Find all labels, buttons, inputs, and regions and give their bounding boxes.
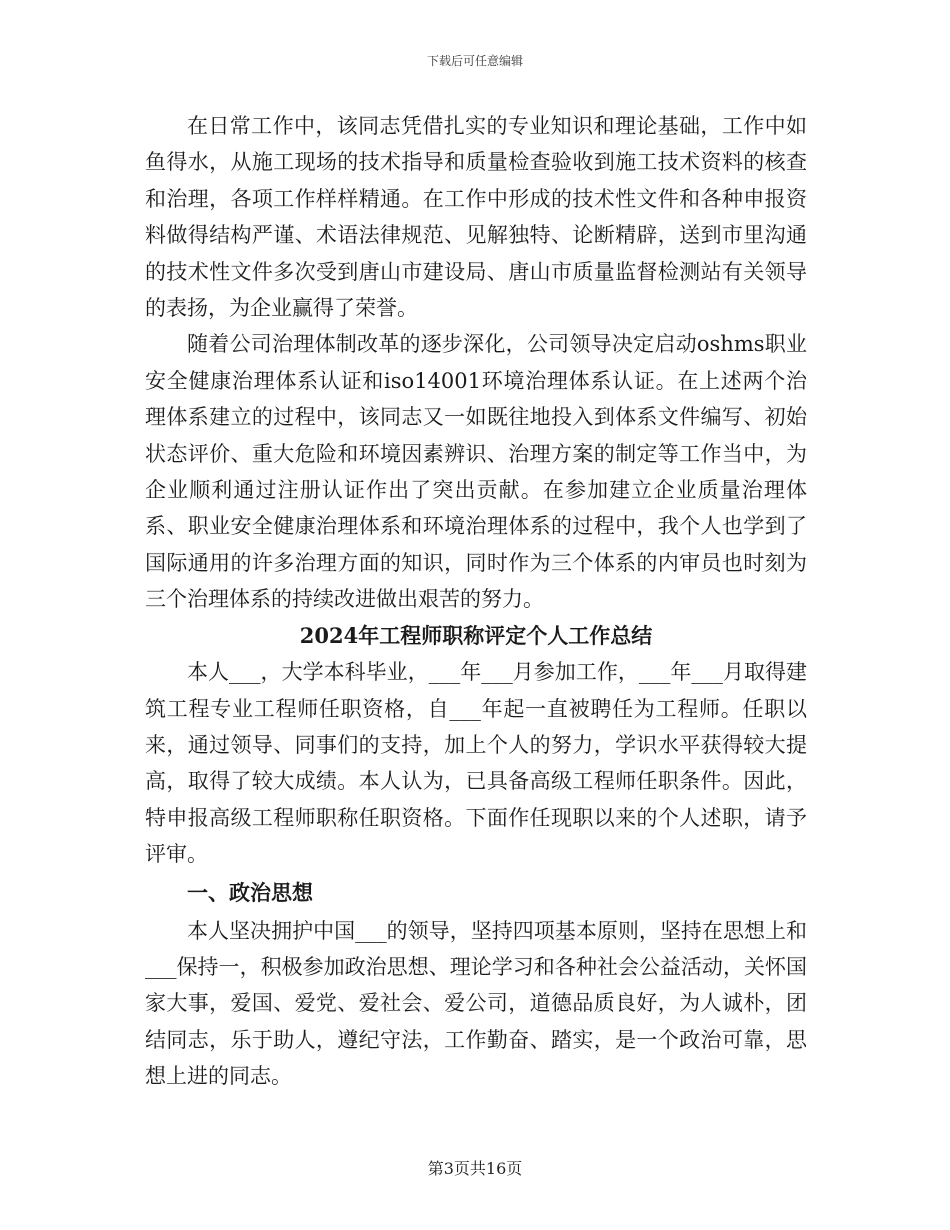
paragraph-politics: 本人坚决拥护中国___的领导，坚持四项基本原则，坚持在思想上和___保持一，积极参加政治思想、理论学习和各种社会公益活动，关怀国家大事，爱国、爱党、爱社会、爱公司，道德品质良好，为人诚朴，团结同志，乐于助人，遵纪守法，工作勤奋、踏实，是一个政治可靠，思想上进的同志。 bbox=[145, 918, 807, 1089]
page-header: 下载后可任意编辑 bbox=[426, 54, 523, 68]
paragraph-introduction: 本人___，大学本科毕业，___年___月参加工作，___年___月取得建筑工程专业工程师任职资格，自___年起一直被聘任为工程师。任职以来，通过领导、同事们的支持，加上个人的努力，学识水平获得较大提高，取得了较大成绩。本人认为，已具备高级工程师任职条件。因此，特申报高级工程师职称任职资格。下面作任现职以来的个人述职，请予评审。 bbox=[145, 660, 807, 867]
paragraph-work-skills: 在日常工作中，该同志凭借扎实的专业知识和理论基础，工作中如鱼得水，从施工现场的技术指导和质量检查验收到施工技术资料的核查和治理，各项工作样样精通。在工作中形成的技术性文件和各种申报资料做得结构严谨、术语法律规范、见解独特、论断精辟，送到市里沟通的技术性文件多次受到唐山市建设局、唐山市质量监督检测站有关领导的表扬，为企业赢得了荣誉。 bbox=[145, 114, 807, 321]
page-footer: 第3页共16页 bbox=[427, 1159, 523, 1178]
document-title: 2024年工程师职称评定个人工作总结 bbox=[299, 622, 653, 648]
section-heading-politics: 一、政治思想 bbox=[187, 879, 313, 905]
paragraph-certification: 随着公司治理体制改革的逐步深化，公司领导决定启动oshms职业安全健康治理体系认证和iso14001环境治理体系认证。在上述两个治理体系建立的过程中，该同志又一如既往地投入到体系文件编写、初始状态评价、重大危险和环境因素辨识、治理方案的制定等工作当中，为企业顺利通过注册认证作出了突出贡献。在参加建立企业质量治理体系、职业安全健康治理体系和环境治理体系的过程中，我个人也学到了国际通用的许多治理方面的知识，同时作为三个体系的内审员也时刻为三个治理体系的持续改进做出艰苦的努力。 bbox=[145, 332, 807, 612]
document-body bbox=[145, 108, 807, 1095]
